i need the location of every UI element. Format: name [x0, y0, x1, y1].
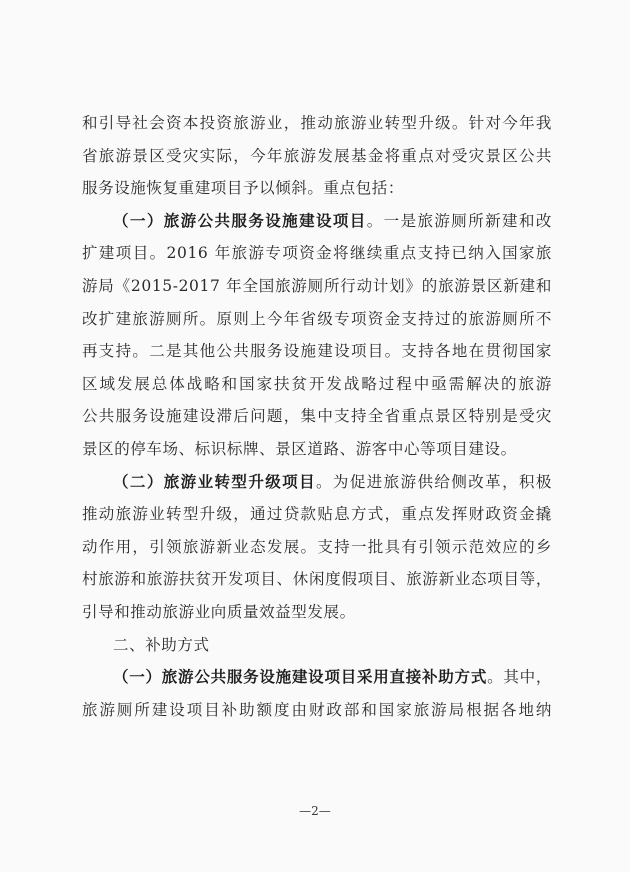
text-line: 动作用，引领旅游新业态发展。支持一批具有引领示范效应的乡: [82, 537, 552, 556]
text-line: 村旅游和旅游扶贫开发项目、休闲度假项目、旅游新业态项目等，: [82, 570, 552, 589]
text-line: 景区的停车场、标识标牌、景区道路、游客中心等项目建设。: [82, 439, 517, 458]
text-line: 公共服务设施建设滞后问题，集中支持全省重点景区特别是受灾: [82, 407, 552, 426]
text-line: 和引导社会资本投资旅游业，推动旅游业转型升级。针对今年我: [82, 114, 552, 132]
text-line: 区域发展总体战略和国家扶贫开发战略过程中亟需解决的旅游: [82, 374, 552, 393]
section-heading-line: （一）旅游公共服务设施建设项目。一是旅游厕所新建和改: [113, 210, 552, 230]
text-line: 旅游厕所建设项目补助额度由财政部和国家旅游局根据各地纳: [82, 700, 552, 719]
section-heading-line: （一）旅游公共服务设施建设项目采用直接补助方式。其中，: [113, 667, 552, 687]
text-line: 推动旅游业转型升级，通过贷款贴息方式，重点发挥财政资金撬: [82, 505, 552, 524]
text-line: 扩建项目。2016 年旅游专项资金将继续重点支持已纳入国家旅: [82, 244, 552, 263]
text-line: 省旅游景区受灾实际，今年旅游发展基金将重点对受灾景区公共: [82, 146, 552, 165]
text-line: 改扩建旅游厕所。原则上今年省级专项资金支持过的旅游厕所不: [82, 309, 552, 328]
section-heading: （一）旅游公共服务设施建设项目采用直接补助方式: [113, 667, 488, 687]
section-heading-line: （二）旅游业转型升级项目。为促进旅游供给侧改革，积极: [113, 471, 553, 491]
chapter-heading: 二、补助方式: [113, 635, 210, 654]
text-line: 游局《2015-2017 年全国旅游厕所行动计划》的旅游景区新建和: [82, 276, 552, 295]
text-line: 服务设施恢复重建项目予以倾斜。重点包括：: [82, 179, 405, 198]
page-number: —2—: [299, 804, 331, 818]
text-line: 引导和推动旅游业向质量效益型发展。: [82, 602, 356, 621]
section-heading: （一）旅游公共服务设施建设项目: [113, 210, 367, 230]
section-heading: （二）旅游业转型升级项目: [113, 471, 316, 491]
body-text: [82, 107, 552, 726]
text-line: 再支持。二是其他公共服务设施建设项目。支持各地在贯彻国家: [82, 342, 552, 361]
